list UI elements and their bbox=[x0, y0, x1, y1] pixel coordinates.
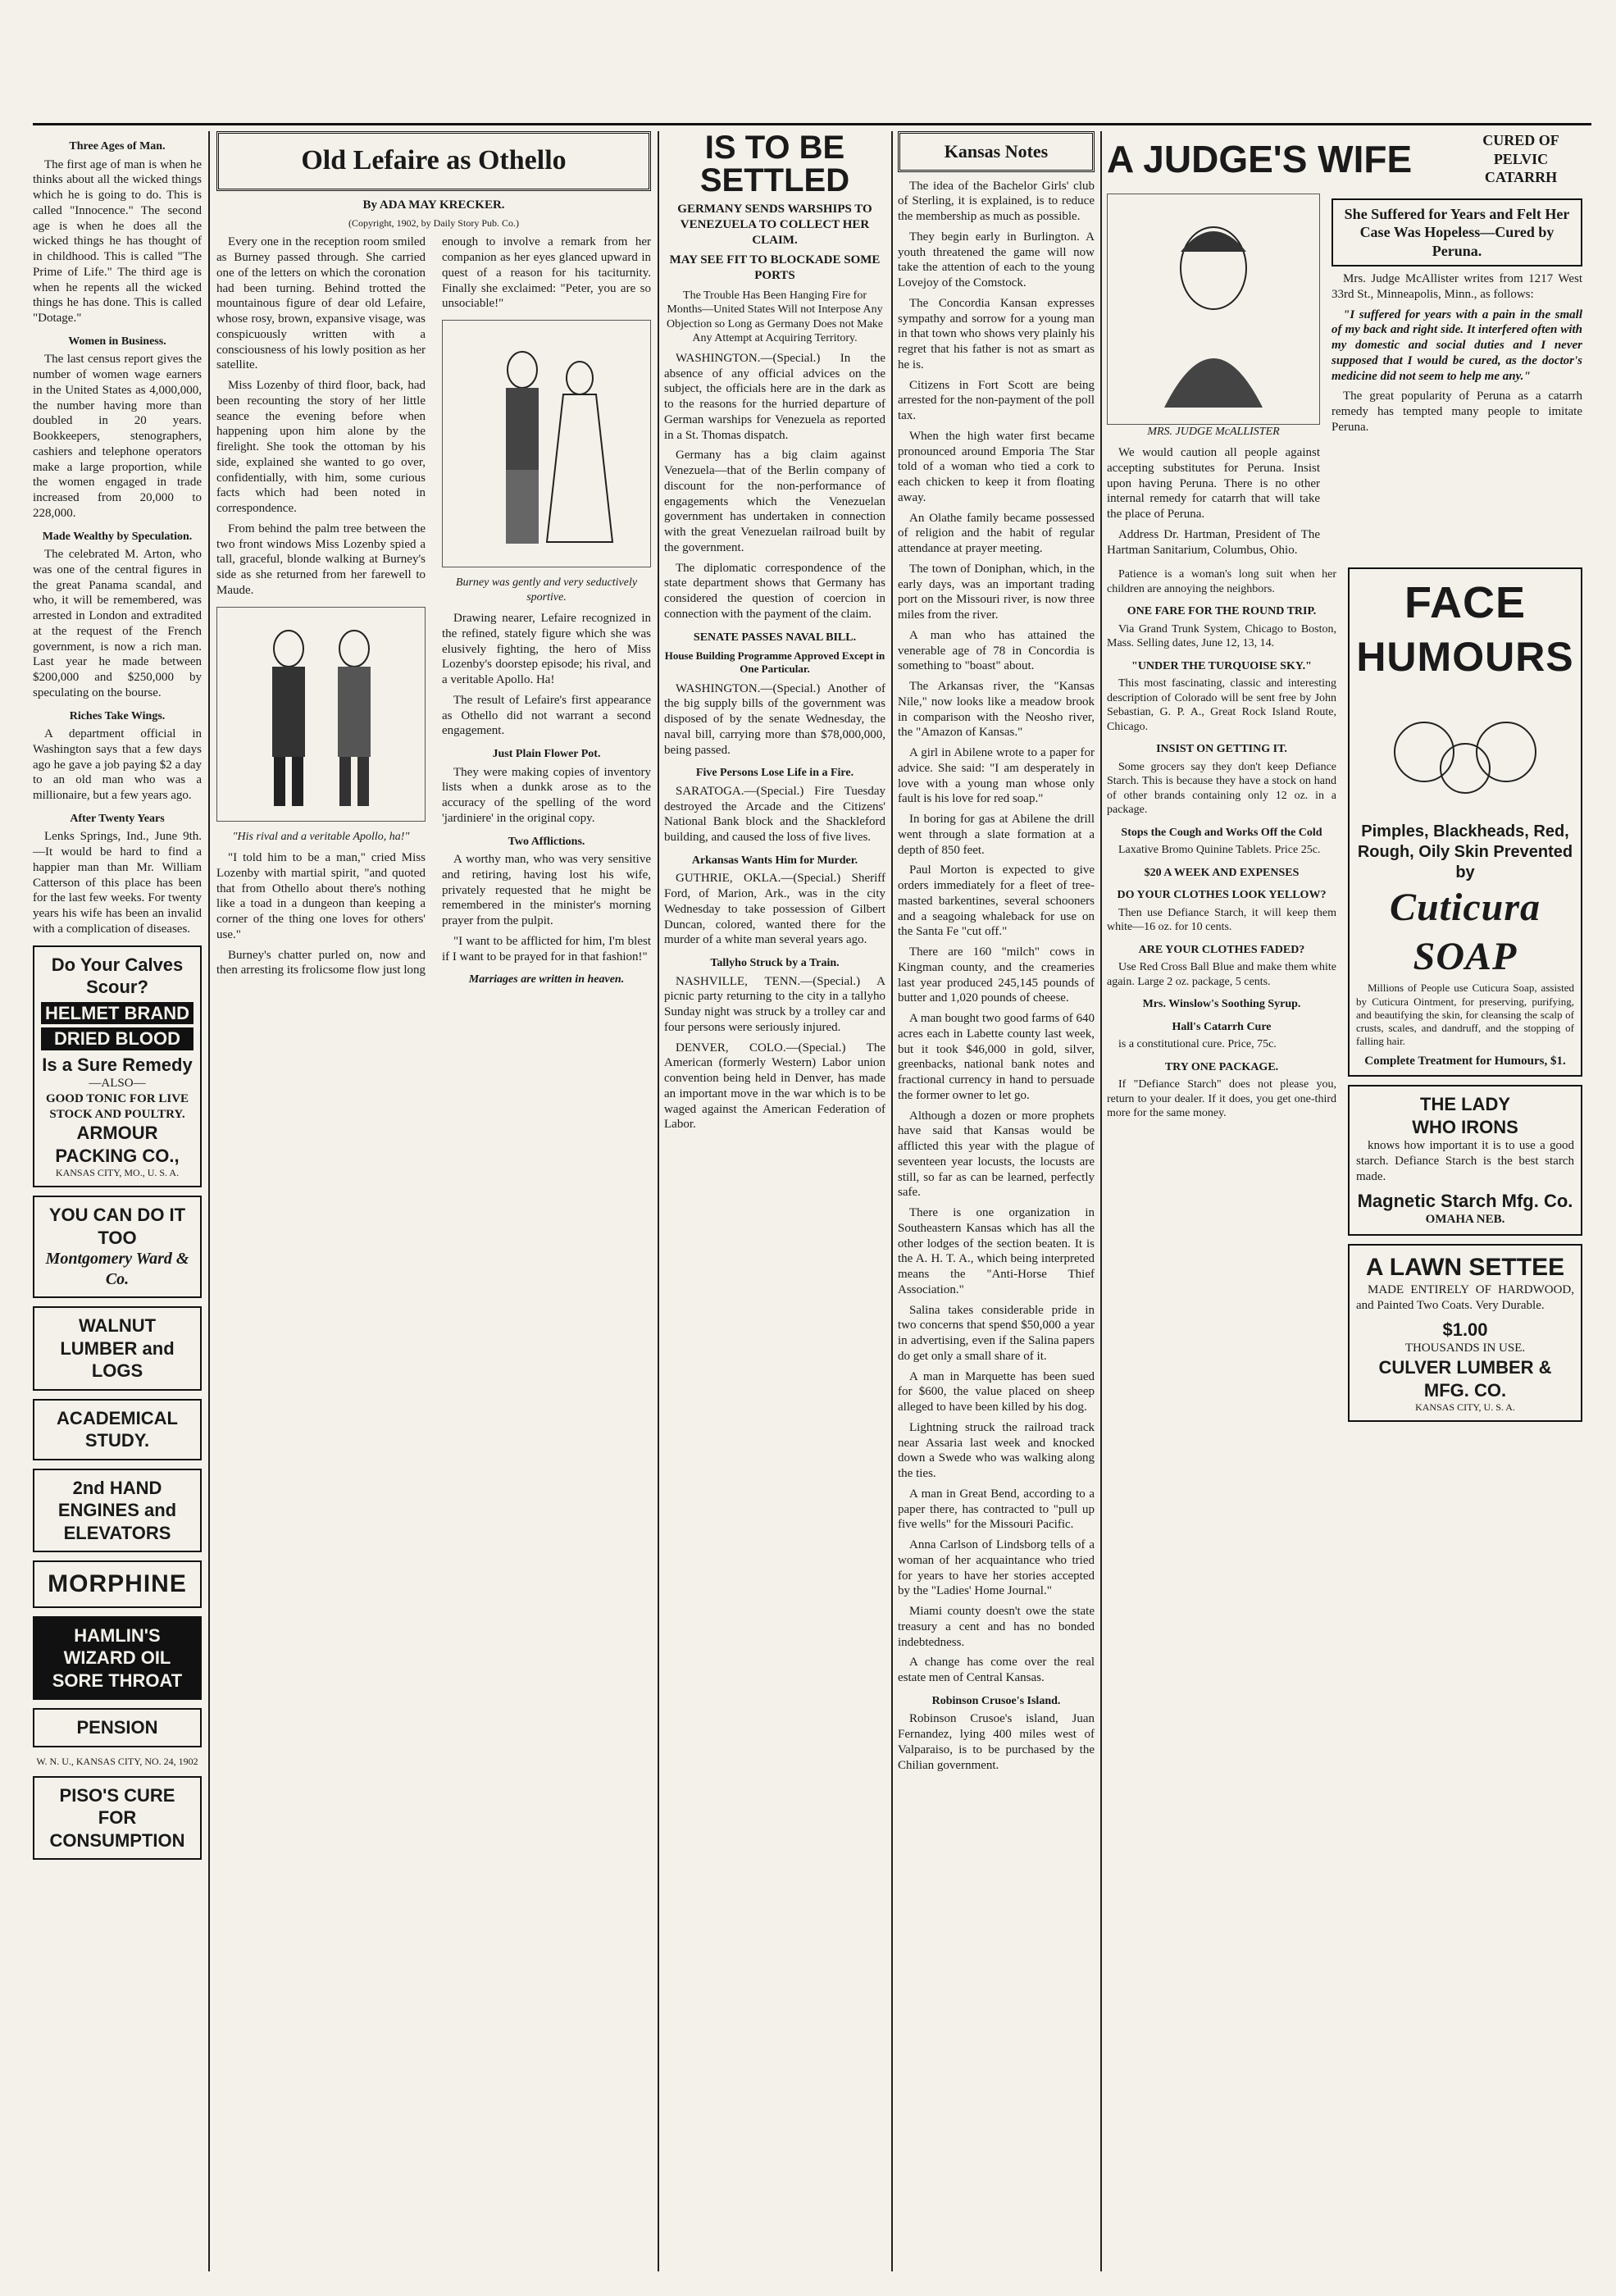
ad-lawn-price: $1.00 bbox=[1442, 1319, 1488, 1340]
faces-figure bbox=[1375, 695, 1555, 809]
ad-culver-city: KANSAS CITY, U. S. A. bbox=[1415, 1401, 1515, 1413]
ad-cuticura bbox=[1348, 567, 1582, 1077]
misc-heading: $20 A WEEK AND EXPENSES bbox=[1144, 866, 1300, 879]
heading-twenty-years: After Twenty Years bbox=[70, 812, 165, 825]
ad-culver: CULVER LUMBER & MFG. CO. bbox=[1378, 1357, 1552, 1401]
peruna-header bbox=[1107, 131, 1582, 187]
article-paragraph: NASHVILLE, TENN.—(Special.) A picnic party returning to the city in a tallyho Sunday night was struck by a trolley car and four persons were seriously injured. bbox=[664, 974, 885, 1034]
subhead-trouble: The Trouble Has Been Hanging Fire for Months—United States Will not Interpose Any Objection so Long as Germany Does not Make Any Attempt at Acquiring Territory. bbox=[667, 289, 883, 345]
ad-piso bbox=[33, 1776, 202, 1861]
misc-heading: Hall's Catarrh Cure bbox=[1172, 1020, 1272, 1033]
peruna-body bbox=[1107, 194, 1582, 563]
story-paragraph: They were making copies of inventory lists when a dunkk arose as to the accuracy of the spelling of the word 'jardiniere' in the original copy. bbox=[442, 765, 651, 825]
headline-settled: IS TO BE SETTLED bbox=[699, 131, 850, 198]
ad-armour-co: ARMOUR PACKING CO., bbox=[55, 1123, 180, 1166]
heading-crusoe: Robinson Crusoe's Island. bbox=[931, 1694, 1061, 1707]
ad-lawn-title: A LAWN SETTEE bbox=[1365, 1253, 1565, 1281]
note-paragraph: A man who has attained the venerable age of 78 in Concordia is something to "boast" about. bbox=[898, 628, 1095, 673]
peruna-paragraph: The great popularity of Peruna as a catarrh remedy has tempted many people to imitate Peruna. bbox=[1331, 390, 1582, 434]
note-paragraph: Anna Carlson of Lindsborg tells of a woman of her acquaintance who tried for years to have her stories accepted by the "Ladies' Home Journal." bbox=[898, 1538, 1095, 1598]
story-paragraph: A worthy man, who was very sensitive and retiring, having lost his wife, privately requested that he might be remembered in the minister's morning prayer from the pulpit. bbox=[442, 853, 651, 927]
ad-armour-city: KANSAS CITY, MO., U. S. A. bbox=[55, 1167, 180, 1179]
ad-hamlins-title: HAMLIN'S WIZARD OIL SORE THROAT bbox=[52, 1624, 183, 1691]
article-riches: A department official in Washington says that a few days ago he gave a job paying $2 a day to an old man who was a millionaire, but a few years ago. bbox=[33, 727, 202, 802]
ad-academical-title: ACADEMICAL STUDY. bbox=[57, 1407, 178, 1451]
ad-pension-title: PENSION bbox=[76, 1717, 158, 1738]
illustration-couple bbox=[442, 320, 651, 567]
article-paragraph: WASHINGTON.—(Special.) In the absence of any official advices on the subject, the officials here are in the dark as to the reasons for the hurried departure of German warships for Venezuela as reported in a St. Thomas dispatch. bbox=[664, 351, 885, 442]
peruna-headline-side: CURED OF PELVIC CATARRH bbox=[1482, 132, 1559, 185]
heading-women-business: Women in Business. bbox=[68, 335, 166, 348]
article-twenty-years: Lenks Springs, Ind., June 9th.—It would be hard to find a happier man than Mr. William Catterson of this place has been for the last few weeks. For twenty years his wife has been an invalid with a complication of diseases. bbox=[33, 830, 202, 936]
illustration-two-men bbox=[216, 607, 426, 822]
ad-morphine bbox=[33, 1560, 202, 1608]
kansas-notes-title-box bbox=[898, 131, 1095, 172]
peruna-paragraph: "I suffered for years with a pain in the small of my back and right side. It interfered often with my domestic and social duties and I never supposed that I would be cured, as the doctor's medicine did not seem to help me any." bbox=[1331, 308, 1582, 383]
ad-lady-2: WHO IRONS bbox=[1412, 1116, 1518, 1137]
ad-morphine-title: MORPHINE bbox=[48, 1570, 187, 1598]
illustration-couple-figures bbox=[457, 329, 637, 558]
story-paragraph: Miss Lozenby of third floor, back, had been recounting the story of her little seance the evening before when happening upon him alone by the firelight. She took the ottoman by his side, explained she wanted to go over, confidentially, with him, some curious facts which had been noted in correspondence. bbox=[216, 379, 426, 515]
column-1 bbox=[33, 131, 202, 2271]
note-paragraph: The Concordia Kansan expresses sympathy and sorrow for a young man in that town who shows very plainly his regret that his father is not as smart as he is. bbox=[898, 296, 1095, 371]
misc-heading: "UNDER THE TURQUOISE SKY." bbox=[1131, 659, 1312, 672]
peruna-subhead: She Suffered for Years and Felt Her Case Was Hopeless—Cured by Peruna. bbox=[1331, 198, 1582, 267]
illustration-figures bbox=[231, 616, 412, 813]
misc-paragraph: is a constitutional cure. Price, 75c. bbox=[1118, 1038, 1277, 1051]
misc-paragraph: Via Grand Trunk System, Chicago to Boston, Mass. Selling dates, June 12, 13, 14. bbox=[1107, 622, 1336, 650]
ad-armour-title: Do Your Calves Scour? bbox=[51, 954, 184, 997]
ad-armour-also: —ALSO— bbox=[89, 1077, 146, 1090]
column-rule-4 bbox=[1100, 131, 1102, 2271]
ad-armour bbox=[33, 945, 202, 1188]
ad-face-2: HUMOURS bbox=[1356, 633, 1574, 680]
misc-paragraph: Patience is a woman's long suit when her children are annoying the neighbors. bbox=[1107, 568, 1336, 595]
subhead-naval: House Building Programme Approved Except in One Particular. bbox=[664, 649, 885, 676]
note-paragraph: The town of Doniphan, which, in the early days, was an important trading port on the Missouri river, is now three miles from the river. bbox=[898, 562, 1095, 622]
ad-lady-1: THE LADY bbox=[1420, 1094, 1510, 1115]
article-paragraph: DENVER, COLO.—(Special.) The American (formerly Western) Labor union convention being held in Denver, has made an important move in the war which is to be waged against the American Federation of Labor. bbox=[664, 1041, 885, 1132]
note-paragraph: There is one organization in Southeastern Kansas which has all the other lodges of the section beaten. It is the A. H. T. A., which being interpreted means the "Anti-Horse Thief Association." bbox=[898, 1206, 1095, 1296]
story-paragraph: Burney's chatter purled on, now and then arresting its frolicsome flow just long enough to involve a remark from her companion as her eyes glanced upward in quest of a reason for his taciturnity. Finally she exclaimed: "Peter, you are so unsociable!" bbox=[216, 235, 651, 977]
note-paragraph: They begin early in Burlington. A youth threatened the game will now take the attention of each to the young Lovejoy of the Comstock. bbox=[898, 230, 1095, 289]
note-paragraph: A change has come over the real estate men of Central Kansas. bbox=[898, 1656, 1095, 1684]
note-paragraph: Robinson Crusoe's island, Juan Fernandez, lying 400 miles west of Valparaiso, is to be purchased by the Chilian government. bbox=[898, 1712, 1095, 1772]
subhead-blockade: MAY SEE FIT TO BLOCKADE SOME PORTS bbox=[669, 253, 881, 282]
ad-magnetic-co: Magnetic Starch Mfg. Co. bbox=[1357, 1190, 1573, 1211]
ad-magnetic-starch bbox=[1348, 1085, 1582, 1236]
misc-paragraph: Some grocers say they don't keep Defiance Starch. This is because they have a stock on hand of other brands containing only 12 oz. in a package. bbox=[1107, 760, 1336, 817]
column-rule-3 bbox=[891, 131, 893, 2271]
misc-heading: Mrs. Winslow's Soothing Syrup. bbox=[1142, 998, 1301, 1011]
misc-paragraph: Laxative Bromo Quinine Tablets. Price 25c. bbox=[1118, 844, 1321, 857]
heading-made-wealthy: Made Wealthy by Speculation. bbox=[42, 530, 193, 543]
ad-lawn-text: MADE ENTIRELY OF HARDWOOD, and Painted Two Coats. Very Durable. bbox=[1356, 1283, 1574, 1312]
article-paragraph: SARATOGA.—(Special.) Fire Tuesday destroyed the Arcade and the Citizens' National Bank block and the Shackleford building, and caused the loss of five lives. bbox=[664, 784, 885, 844]
note-paragraph: Paul Morton is expected to give orders immediately for a fleet of tree-masted barkentines, several schooners and a seagoing whaleback for use on the Santa Fe "cut off." bbox=[898, 863, 1095, 939]
peruna-text-block bbox=[1331, 194, 1582, 563]
column-5 bbox=[1107, 131, 1582, 2271]
ad-engines-title: 2nd HAND ENGINES and ELEVATORS bbox=[57, 1477, 177, 1543]
misc-paragraph: Use Red Cross Ball Blue and make them white again. Large 2 oz. package, 5 cents. bbox=[1107, 961, 1336, 988]
portrait-caption: MRS. JUDGE McALLISTER bbox=[1147, 425, 1280, 438]
portrait-figure bbox=[1131, 203, 1295, 416]
closing-line: Marriages are written in heaven. bbox=[468, 973, 625, 986]
note-paragraph: When the high water first became pronounced around Emporia The Star told of a woman who tied a cork to each chicken to keep it from floating away. bbox=[898, 429, 1095, 504]
misc-heading: INSIST ON GETTING IT. bbox=[1156, 743, 1287, 756]
story-paragraph: Every one in the reception room smiled as Burney passed through. She carried one of the letters on which the coronation had been turning. Behind trotted the mountainous figure of dear old Lefaire, whose rosy, brown, expansive visage, was conspicuously written with a consciousness of his lowly position as her satellite. bbox=[216, 235, 426, 372]
kansas-notes-title: Kansas Notes bbox=[944, 141, 1049, 162]
column-3 bbox=[664, 131, 885, 2271]
note-paragraph: There are 160 "milch" cows in Kingman county, and the creameries last year produced 245,145 pounds of butter and 1,020 pounds of cheese. bbox=[898, 945, 1095, 1005]
misc-heading: Stops the Cough and Works Off the Cold bbox=[1121, 826, 1322, 839]
story-paragraph: "I told him to be a man," cried Miss Lozenby with martial spirit, "and quoted that from Othello about there's nothing like a toad in a dungeon than keeping a corner of the thing one loves for others' use." bbox=[216, 851, 426, 941]
heading-fire: Five Persons Lose Life in a Fire. bbox=[695, 767, 854, 780]
ad-lawn-thousands: THOUSANDS IN USE. bbox=[1404, 1342, 1526, 1355]
ad-lawn-settee bbox=[1348, 1244, 1582, 1422]
ad-walnut-title: WALNUT LUMBER and LOGS bbox=[60, 1315, 175, 1382]
heading-tallyho: Tallyho Struck by a Train. bbox=[710, 957, 840, 969]
article-three-ages: The first age of man is when he thinks about all the wicked things which he is going to do. This is called "Innocence." The second age is when he does all the wicked things he has thought of in childhood. This is called "The Prime of Life." The third age is when he repents all the wicked things he has done. This is called "Dotage." bbox=[33, 157, 202, 325]
article-made-wealthy: The celebrated M. Arton, who was one of the central figures in the great Panama scandal, and who, it will be remembered, was arrested in London and extradited at the request of the French government, is now a rich man. Last year he made between $200,000 and $250,000 by speculating on the bourse. bbox=[33, 548, 202, 699]
ad-face-sub: Pimples, Blackheads, Red, Rough, Oily Skin Prevented by bbox=[1357, 822, 1573, 882]
ad-faces-illustration bbox=[1356, 690, 1574, 813]
top-rule bbox=[33, 123, 1591, 125]
heading-naval-bill: SENATE PASSES NAVAL BILL. bbox=[693, 631, 857, 644]
peruna-portrait-block bbox=[1107, 194, 1320, 563]
column-2 bbox=[216, 131, 651, 2271]
heading-arkansas: Arkansas Wants Him for Murder. bbox=[691, 854, 858, 867]
heading-flower-pot: Just Plain Flower Pot. bbox=[492, 748, 601, 760]
ad-montgomery-co: Montgomery Ward & Co. bbox=[45, 1250, 189, 1289]
story-paragraph: "I want to be afflicted for him, I'm blest if I want to be prayed for in that fashion!" bbox=[442, 934, 651, 963]
illustration-caption-2: Burney was gently and very seductively sportive. bbox=[455, 576, 638, 604]
misc-heading: ARE YOUR CLOTHES FADED? bbox=[1138, 943, 1305, 956]
note-paragraph: Salina takes considerable pride in two concerns that spend $50,000 a year in advertising, even if the Salina papers do get only a small share of it. bbox=[898, 1303, 1095, 1363]
peruna-address: Address Dr. Hartman, President of The Hartman Sanitarium, Columbus, Ohio. bbox=[1107, 527, 1320, 557]
note-paragraph: The Arkansas river, the "Kansas Nile," now looks like a meadow brook in comparison with the Neosho river, the "Amazon of Kansas." bbox=[898, 680, 1095, 740]
misc-heading: ONE FARE FOR THE ROUND TRIP. bbox=[1127, 605, 1317, 618]
note-paragraph: Miami county doesn't owe the state treasury a cent and has no bonded indebtedness. bbox=[898, 1605, 1095, 1649]
ad-walnut bbox=[33, 1306, 202, 1391]
misc-paragraph: If "Defiance Starch" does not please you, return to your dealer. If it does, you get one-third more for the same money. bbox=[1107, 1078, 1336, 1120]
ad-lady-text: knows how important it is to use a good starch. Defiance Starch is the best starch made. bbox=[1356, 1139, 1574, 1183]
misc-paragraph: Then use Defiance Starch, it will keep them white—16 oz. for 10 cents. bbox=[1107, 906, 1336, 934]
story-copyright: (Copyright, 1902, by Daily Story Pub. Co.) bbox=[348, 217, 519, 230]
story-title-box bbox=[216, 131, 651, 191]
ad-armour-good: GOOD TONIC FOR LIVE STOCK AND POULTRY. bbox=[45, 1091, 189, 1121]
peruna-paragraph: Mrs. Judge McAllister writes from 1217 West 33rd St., Minneapolis, Minn., as follows: bbox=[1331, 272, 1582, 301]
subhead-germany: GERMANY SENDS WARSHIPS TO VENEZUELA TO COLLECT HER CLAIM. bbox=[677, 203, 872, 247]
note-paragraph: In boring for gas at Abilene the drill went through a slate formation at a depth of 850 feet. bbox=[898, 813, 1095, 857]
heading-riches: Riches Take Wings. bbox=[69, 709, 166, 722]
story-paragraph: The result of Lefaire's first appearance as Othello did not warrant a second engagement. bbox=[442, 693, 651, 738]
ad-montgomery bbox=[33, 1196, 202, 1298]
heading-two-afflictions: Two Afflictions. bbox=[508, 835, 585, 848]
peruna-headline: A JUDGE'S WIFE bbox=[1107, 137, 1413, 180]
article-women-business: The last census report gives the number of women wage earners in the United States as 4,000,000, the number having more than doubled in 20 years. Bookkeepers, stenographers, cashiers and telephone operators make a large proportion, while the women engaged in trade increased from 20,000 to 228,000. bbox=[33, 353, 202, 520]
ad-hamlins bbox=[33, 1616, 202, 1701]
portrait-mrs-mcallister bbox=[1107, 194, 1320, 425]
illustration-caption-1: "His rival and a veritable Apollo, ha!" bbox=[232, 830, 410, 843]
wnu-imprint: W. N. U., KANSAS CITY, NO. 24, 1902 bbox=[36, 1755, 198, 1767]
note-paragraph: Lightning struck the railroad track near Assaria last week and knocked down a Swede who was walking along the ties. bbox=[898, 1420, 1095, 1480]
note-paragraph: Although a dozen or more prophets have said that Kansas would be afflicted this year with the plague of seventeen year locusts, the locusts are still, so far as can be learned, perfectly safe. bbox=[898, 1109, 1095, 1200]
ad-face-1: FACE bbox=[1404, 578, 1527, 628]
article-paragraph: GUTHRIE, OKLA.—(Special.) Sheriff Ford, of Marion, Ark., was in the city Wednesday to take possession of Gilbert Duncan, colored, wanted there for the murder of a white man several years ago. bbox=[664, 872, 885, 947]
note-paragraph: A man bought two good farms of 640 acres each in Labette county last week, but it took $46,000 in gold, silver, greenbacks, national bank notes and fractional currency in hand to persuade the former owner to let go. bbox=[898, 1012, 1095, 1102]
story-paragraph: Drawing nearer, Lefaire recognized in the refined, stately figure which she was elusively fighting, the hero of Miss Lozenby's doorstep episode; his rival, and a veritable Apollo. Ha! bbox=[442, 612, 651, 686]
ad-cuticura-brand: Cuticura SOAP bbox=[1389, 886, 1541, 979]
misc-notes bbox=[1107, 567, 1336, 1430]
story-paragraph: From behind the palm tree between the two front windows Miss Lozenby spied a tall, graceful, blonde walking at Burney's side as she returned from her farewell to Maude. bbox=[216, 522, 426, 597]
ad-piso-title: PISO'S CURE FOR CONSUMPTION bbox=[49, 1784, 185, 1851]
ad-cuticura-text: Millions of People use Cuticura Soap, assisted by Cuticura Ointment, for preserving, purifying, and beautifying the skin, for cleansing the scalp of crusts, scales, and dandruff, and the stopping of falling hair. bbox=[1356, 982, 1574, 1048]
note-paragraph: Citizens in Fort Scott are being arrested for the non-payment of the poll tax. bbox=[898, 378, 1095, 422]
story-text bbox=[216, 235, 651, 987]
misc-heading: DO YOUR CLOTHES LOOK YELLOW? bbox=[1117, 889, 1327, 902]
note-paragraph: A girl in Abilene wrote to a paper for advice. She said: "I am desperately in love with a young man whose only fault is his love for red soap." bbox=[898, 746, 1095, 806]
note-paragraph: The idea of the Bachelor Girls' club of Sterling, it is explained, is to reduce the membership as much as possible. bbox=[898, 179, 1095, 223]
story-byline: By ADA MAY KRECKER. bbox=[362, 198, 505, 212]
ad-cuticura-treatment: Complete Treatment for Humours, $1. bbox=[1364, 1054, 1566, 1068]
article-paragraph: WASHINGTON.—(Special.) Another of the big supply bills of the government was disposed of by the senate Wednesday, the naval bill, carrying more than $78,000,000, being passed. bbox=[664, 681, 885, 757]
ad-armour-tag: Is a Sure Remedy bbox=[42, 1054, 193, 1075]
lower-section bbox=[1107, 567, 1582, 1430]
note-paragraph: A man in Marquette has been sued for $600, the value placed on sheep alleged to have been killed by his dog. bbox=[898, 1369, 1095, 1414]
column-rule-1 bbox=[208, 131, 210, 2271]
ad-armour-brand1: HELMET BRAND bbox=[41, 1002, 193, 1025]
article-paragraph: Germany has a big claim against Venezuela—that of the Berlin company of discount for the non-performance of engagements which the Venezuelan government has undertaken in connection with the great Venezuelan railroad built by the government. bbox=[664, 449, 885, 554]
heading-three-ages: Three Ages of Man. bbox=[69, 140, 166, 153]
misc-paragraph: This most fascinating, classic and interesting description of Colorado will be sent free by John Sebastian, G. P. A., Great Rock Island Route, Chicago. bbox=[1107, 677, 1336, 733]
ad-omaha: OMAHA NEB. bbox=[1425, 1213, 1505, 1226]
column-4 bbox=[898, 131, 1095, 2271]
ad-armour-brand2: DRIED BLOOD bbox=[41, 1027, 193, 1050]
ad-pension bbox=[33, 1708, 202, 1747]
misc-heading: TRY ONE PACKAGE. bbox=[1164, 1060, 1279, 1073]
ad-academical bbox=[33, 1399, 202, 1460]
ad-montgomery-title: YOU CAN DO IT TOO bbox=[48, 1205, 186, 1248]
story-title: Old Lefaire as Othello bbox=[301, 145, 567, 175]
right-ads bbox=[1348, 567, 1582, 1430]
note-paragraph: A man in Great Bend, according to a paper there, has contracted to "pull up five wells" for the Missouri Pacific. bbox=[898, 1487, 1095, 1532]
column-rule-2 bbox=[658, 131, 659, 2271]
article-paragraph: The diplomatic correspondence of the state department shows that Germany has considered the question of coercion in connection with the payment of the claim. bbox=[664, 561, 885, 621]
peruna-caution: We would caution all people against accepting substitutes for Peruna. Insist upon having Peruna. There is no other internal remedy for catarrh that will take the place of Peruna. bbox=[1107, 446, 1320, 521]
note-paragraph: An Olathe family became possessed of religion and the habit of regular attendance at prayer meeting. bbox=[898, 511, 1095, 555]
ad-engines bbox=[33, 1469, 202, 1553]
